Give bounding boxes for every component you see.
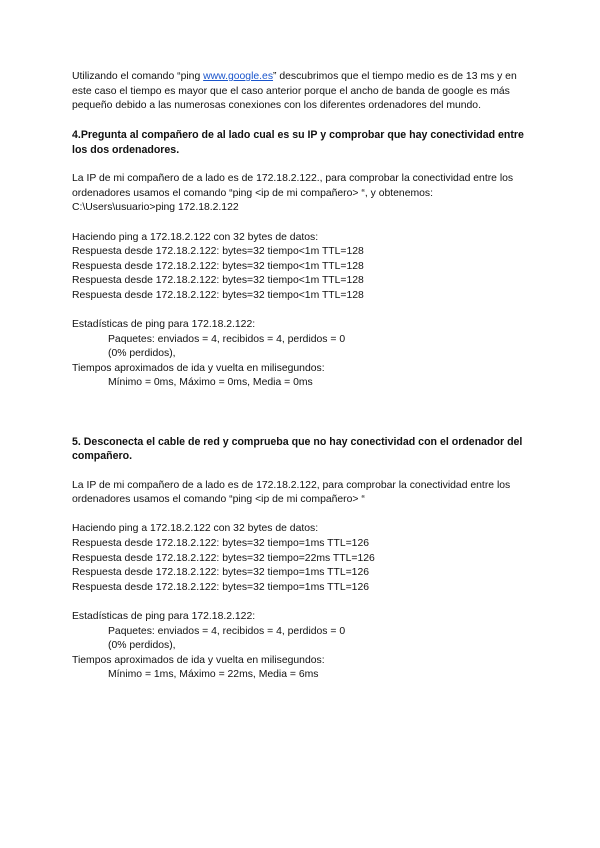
section5-times: Mínimo = 1ms, Máximo = 22ms, Media = 6ms [108,669,319,681]
section4-lost: (0% perdidos), [108,348,176,360]
section4-heading: 4.Pregunta al compañero de al lado cual es su IP y comprobar que hay conectividad entre los dos ordenadores. [72,129,524,156]
section4-response: Respuesta desde 172.18.2.122: bytes=32 tiempo<1m TTL=128 [72,289,364,301]
intro-paragraph [72,70,532,114]
section4-packets: Paquetes: enviados = 4, recibidos = 4, perdidos = 0 [108,333,346,345]
section4-times: Mínimo = 0ms, Máximo = 0ms, Media = 0ms [108,377,313,389]
section5-response: Respuesta desde 172.18.2.122: bytes=32 tiempo=22ms TTL=126 [72,552,375,564]
section5-times-title: Tiempos aproximados de ida y vuelta en milisegundos: [72,654,325,666]
section5-lost: (0% perdidos), [108,640,176,652]
section4-times-title: Tiempos aproximados de ida y vuelta en milisegundos: [72,362,325,374]
section4-response: Respuesta desde 172.18.2.122: bytes=32 tiempo<1m TTL=128 [72,260,364,272]
google-link[interactable]: www.google.es [203,71,274,82]
document-page [72,70,532,683]
section5-response: Respuesta desde 172.18.2.122: bytes=32 tiempo=1ms TTL=126 [72,581,370,593]
section4-stats-title: Estadísticas de ping para 172.18.2.122: [72,319,256,331]
section5-packets: Paquetes: enviados = 4, recibidos = 4, perdidos = 0 [108,625,346,637]
section4-command: C:\Users\usuario>ping 172.18.2.122 [72,202,239,214]
section5-heading: 5. Desconecta el cable de red y comprueba que no hay conectividad con el ordenador del compañero. [72,435,523,463]
section5-stats-title: Estadísticas de ping para 172.18.2.122: [72,610,256,622]
section5-ping-header: Haciendo ping a 172.18.2.122 con 32 bytes de datos: [72,523,319,535]
intro-text-before: Utilizando el comando “ping [72,71,204,82]
section4-ping-header: Haciendo ping a 172.18.2.122 con 32 bytes de datos: [72,231,319,243]
section5-response: Respuesta desde 172.18.2.122: bytes=32 tiempo=1ms TTL=126 [72,567,370,579]
section5-paragraph: La IP de mi compañero de a lado es de 172.18.2.122, para comprobar la conectividad entre los ordenadores usamos el comando “ping <ip de mi compañero> “ [72,479,511,506]
section4-response: Respuesta desde 172.18.2.122: bytes=32 tiempo<1m TTL=128 [72,275,364,287]
intro-text-after: ” descubrimos que el tiempo medio es de 13 ms y en este caso el tiempo es mayor que el caso anterior porque el ancho de banda de google es más pequeño debido a las numerosas conexiones con los diferentes ordenadores del mundo. [72,71,517,112]
section4-paragraph: La IP de mi compañero de a lado es de 172.18.2.122., para comprobar la conectividad entre los ordenadores usamos el comando “ping <ip de mi compañero> “, y obtenemos: [72,173,514,199]
section5-response: Respuesta desde 172.18.2.122: bytes=32 tiempo=1ms TTL=126 [72,538,370,549]
section4-response: Respuesta desde 172.18.2.122: bytes=32 tiempo<1m TTL=128 [72,246,364,258]
